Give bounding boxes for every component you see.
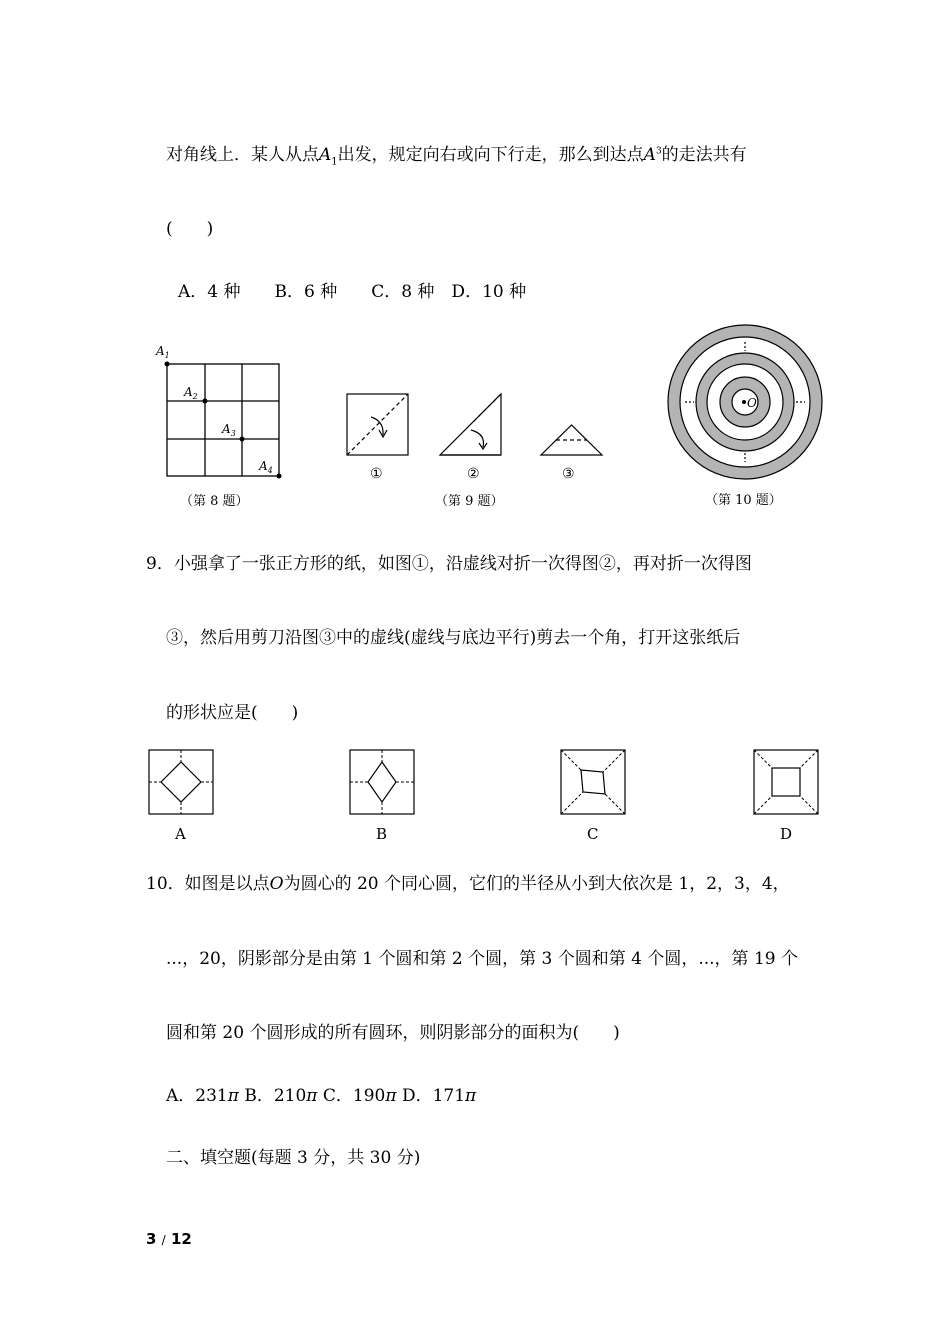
center-o: O bbox=[269, 874, 284, 894]
caption-10: （第 10 题） bbox=[705, 493, 782, 508]
q10-line1: 10．如图是以点O为圆心的 20 个同心圆，它们的半径从小到大依次是 1，2，3，4， bbox=[146, 874, 790, 894]
q9-choice-d bbox=[751, 748, 823, 844]
q10-line3: 圆和第 20 个圆形成的所有圆环，则阴影部分的面积为( ) bbox=[166, 1023, 620, 1043]
q10-option-b: B．210 bbox=[244, 1086, 307, 1106]
choice-label-c: C bbox=[587, 825, 599, 843]
caption-8: （第 8 题） bbox=[180, 494, 249, 509]
choice-label-d: D bbox=[780, 825, 793, 843]
fold-label-2: ② bbox=[467, 466, 480, 482]
caption-9: （第 9 题） bbox=[435, 494, 504, 509]
fold-label-1: ① bbox=[370, 466, 383, 482]
q8-options: A．4 种 B．6 种 C．8 种 D．10 种 bbox=[178, 282, 527, 302]
q9-choice-c bbox=[558, 748, 630, 844]
q9-line2: ③，然后用剪刀沿图③中的虚线(虚线与底边平行)剪去一个角，打开这张纸后 bbox=[166, 628, 741, 648]
fold-label-3: ③ bbox=[562, 466, 575, 482]
section-2-heading: 二、填空题(每题 3 分，共 30 分) bbox=[166, 1148, 421, 1168]
q10-option-d: D．171 bbox=[401, 1086, 466, 1106]
figure-8-grid bbox=[150, 338, 295, 513]
q10-option-c: C．190 bbox=[322, 1086, 386, 1106]
q9-choice-b bbox=[347, 748, 419, 844]
label-a3: $A_3$ bbox=[222, 422, 236, 438]
q8-line1: 对角线上．某人从点$A_1$出发，规定向右或向下行走，那么到达点$A^3$的走法共有 bbox=[166, 145, 747, 168]
center-o-label: O bbox=[747, 396, 757, 410]
q10-line2: ...，20，阴影部分是由第 1 个圆和第 2 个圆，第 3 个圆和第 4 个圆，...，第 19 个 bbox=[166, 949, 798, 969]
point-a1: A bbox=[319, 145, 332, 165]
q9-line3: 的形状应是( ) bbox=[166, 703, 299, 723]
q10-options: A．231π B．210π C．190π D．171π bbox=[166, 1086, 477, 1106]
choice-label-b: B bbox=[376, 825, 388, 843]
figure-10-circles bbox=[665, 322, 830, 513]
choice-label-a: A bbox=[175, 825, 186, 843]
q9-choice-a bbox=[146, 748, 218, 844]
point-a3: A bbox=[643, 145, 656, 165]
label-a4: $A_4$ bbox=[259, 459, 273, 475]
q8-answer-blank: ( ) bbox=[166, 219, 214, 239]
label-a2: $A_2$ bbox=[184, 385, 198, 401]
page-number: 3 / 12 bbox=[146, 1230, 192, 1248]
label-a1: $A_1$ bbox=[156, 344, 170, 360]
q9-line1: 9．小强拿了一张正方形的纸，如图①，沿虚线对折一次得图②，再对折一次得图 bbox=[146, 554, 752, 574]
figure-9-folding bbox=[340, 385, 620, 513]
q10-option-a: A．231 bbox=[166, 1086, 228, 1106]
